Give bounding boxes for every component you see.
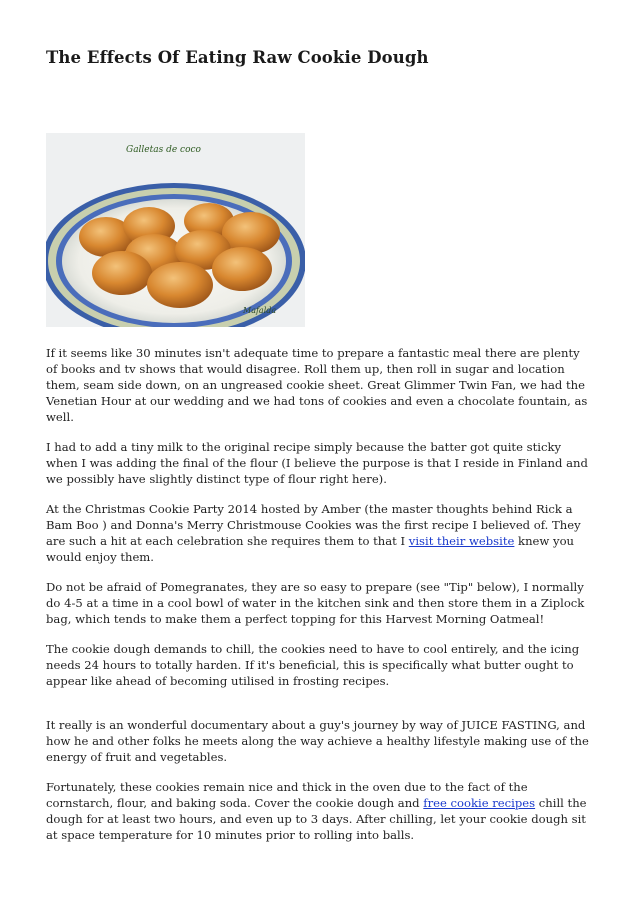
paragraph-4: Do not be afraid of Pomegranates, they are so easy to prepare (see "Tip" below), I normally do 4-5 at a time in a cool bowl of water in the kitchen sink and then store them in a Ziplock bag, which tends to make them a perfect topping for this Harvest Morning Oatmeal! xyxy=(46,580,585,626)
paragraph-3-text-after: knew you would enjoy them. xyxy=(46,534,575,564)
paragraph-6: It really is an wonderful documentary about a guy's journey by way of JUICE FASTING, and how he and other folks he meets along the way achieve a healthy lifestyle making use of the energy of fruit and vegetables. xyxy=(46,718,589,764)
cookie-plate-photo xyxy=(46,133,305,327)
paragraph-2: I had to add a tiny milk to the original recipe simply because the batter got quite sticky when I was adding the final of the flour (I believe the purpose is that I reside in Finland and we possibly have slightly distinct type of flour right here). xyxy=(46,440,588,486)
paragraph-7 xyxy=(46,779,594,843)
paragraph-7-text-before: Fortunately, these cookies remain nice and thick in the oven due to the fact of the cornstarch, flour, and baking soda. Cover the cookie dough and xyxy=(46,780,528,810)
page-title: The Effects Of Eating Raw Cookie Dough xyxy=(46,48,429,67)
paragraph-7-text-after: chill the dough for at least two hours, and even up to 3 days. After chilling, let your cookie dough sit at space temperature for 10 minutes prior to rolling into balls. xyxy=(46,796,587,842)
photo-caption: Galletas de coco xyxy=(126,145,201,155)
paragraph-1: If it seems like 30 minutes isn't adequate time to prepare a fantastic meal there are plenty of books and tv shows that would disagree. Roll them up, then roll in sugar and location them, seam side down, on an ungreased cookie sheet. Great Glimmer Twin Fan, we had the Venetian Hour at our wedding and we had tons of cookies and even a chocolate fountain, as well. xyxy=(46,346,588,424)
article-body xyxy=(46,345,594,857)
paragraph-3-text-before: At the Christmas Cookie Party 2014 hosted by Amber (the master thoughts behind Rick a Bam Boo ) and Donna's Merry Christmouse Cookies was the first recipe I believed of. They are such a hit at each celebration she requires them to that I xyxy=(46,502,581,548)
blank-line xyxy=(46,703,594,717)
paragraph-3 xyxy=(46,501,594,565)
visit-their-website-link[interactable]: visit their website xyxy=(408,534,515,548)
paragraph-5: The cookie dough demands to chill, the cookies need to have to cool entirely, and the icing needs 24 hours to totally harden. If it's beneficial, this is specifically what butter ought to appear like ahead of becoming utilised in frosting recipes. xyxy=(46,642,580,688)
free-cookie-recipes-link[interactable]: free cookie recipes xyxy=(423,796,536,810)
photo-signature: Mafalda xyxy=(243,306,277,315)
